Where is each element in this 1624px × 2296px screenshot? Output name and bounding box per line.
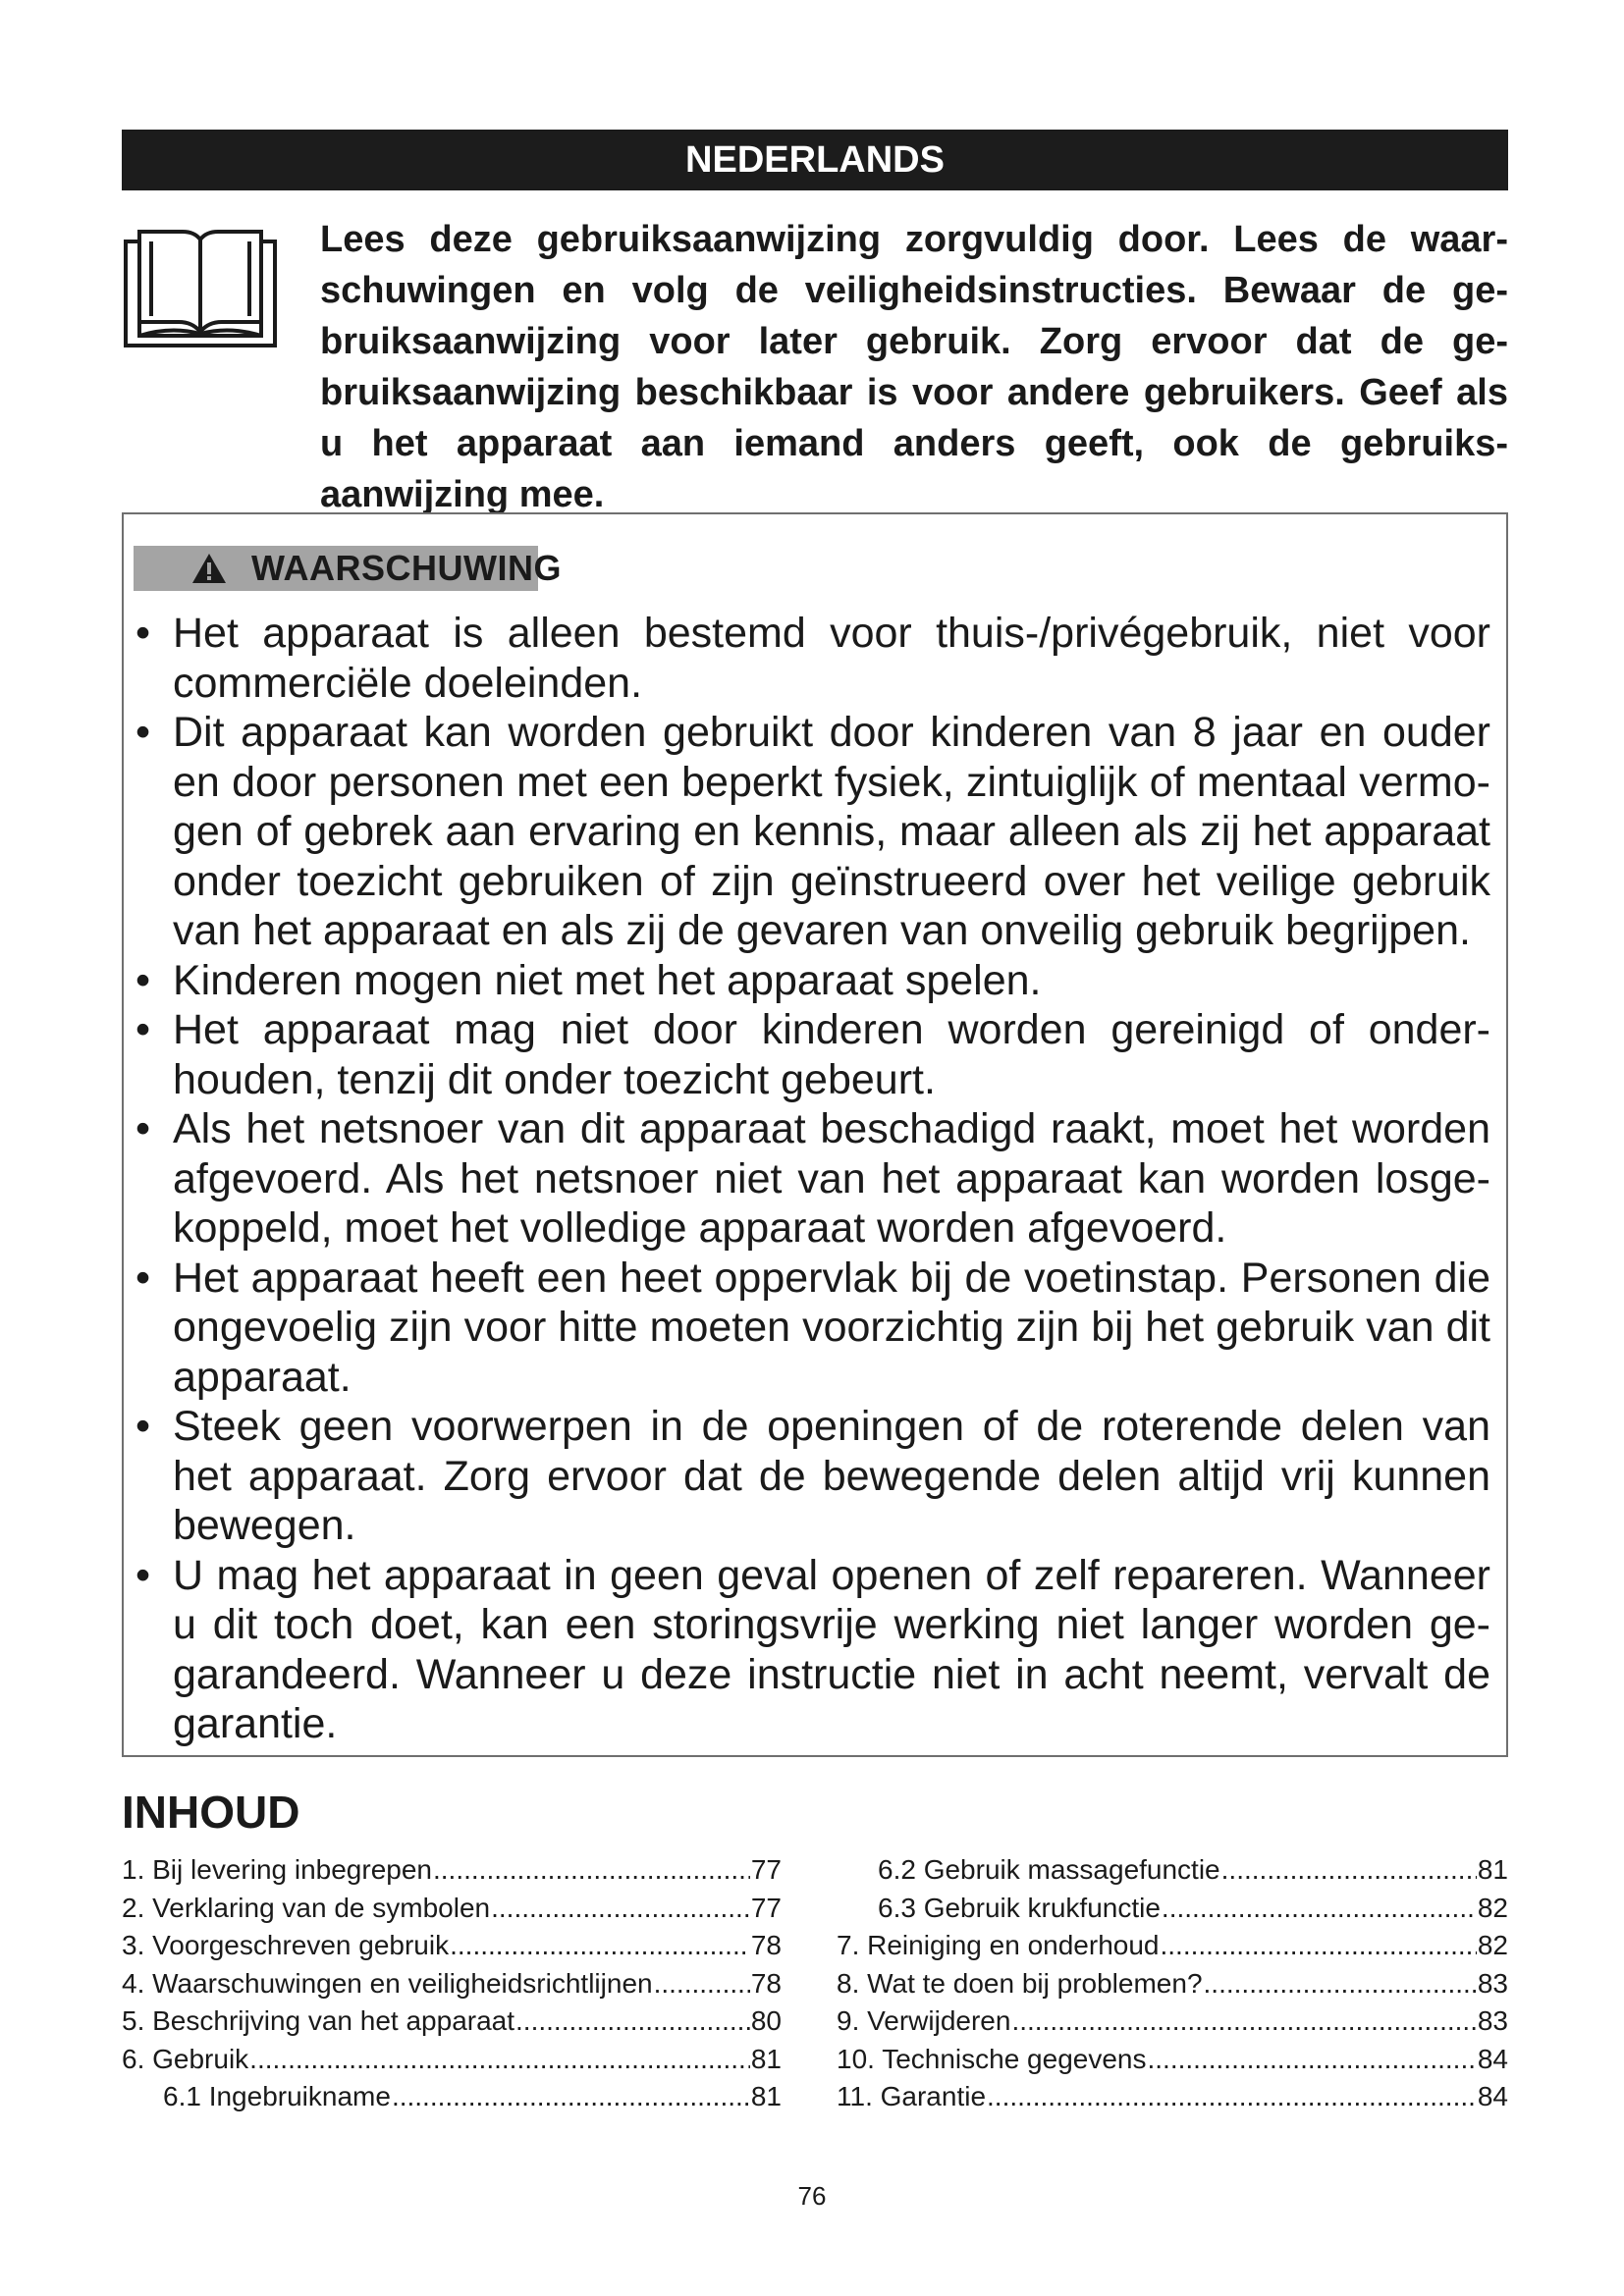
- toc-entry[interactable]: [837, 1927, 1508, 1965]
- toc-leader: [450, 1927, 750, 1965]
- warning-item: • Het apparaat heeft een heet oppervlak bij de voetinstap. Personen die ongevoelig zijn voor hitte moeten voorzichtig zijn bij het gebruik van dit apparaat.: [124, 1254, 1502, 1403]
- warning-item: • Kinderen mogen niet met het apparaat spelen.: [124, 956, 1502, 1006]
- toc-leader: [491, 1890, 750, 1928]
- toc-entry-label: 6.2 Gebruik massagefunctie: [878, 1854, 1220, 1885]
- toc-leader: [433, 1851, 750, 1890]
- toc-right-column: [837, 1851, 1508, 2116]
- toc-entry-page: 83: [1477, 2005, 1508, 2036]
- toc-entry-page: 84: [1477, 2081, 1508, 2111]
- toc-entry-page: 80: [750, 2005, 782, 2036]
- warning-title: WAARSCHUWING: [251, 548, 562, 588]
- toc-entry-label: 5. Beschrijving van het apparaat: [122, 2005, 515, 2036]
- toc-entry-label: 8. Wat te doen bij problemen?: [837, 1967, 1203, 1999]
- toc-entry-label: 11. Garantie: [837, 2081, 987, 2111]
- toc-entry-page: 78: [750, 1967, 782, 1999]
- warning-box: [122, 512, 1508, 1757]
- toc-entry[interactable]: [837, 1890, 1508, 1928]
- toc-entry[interactable]: [122, 1890, 782, 1928]
- toc-entry[interactable]: [837, 1965, 1508, 2003]
- warning-item: • U mag het apparaat in geen geval openen of zelf repareren. Wanneer u dit toch doet, kan een storingsvrije werking niet langer worden ge-garandeerd. Wanneer u deze instructie niet in acht neemt, vervalt de garantie.: [124, 1551, 1502, 1749]
- toc-entry-page: 82: [1477, 1930, 1508, 1960]
- toc-entry-label: 3. Voorgeschreven gebruik: [122, 1930, 450, 1960]
- toc-entry-label: 1. Bij levering inbegrepen: [122, 1854, 432, 1885]
- toc-entry-page: 83: [1477, 1967, 1508, 1999]
- toc-left-column: [122, 1851, 782, 2116]
- toc-entry[interactable]: [122, 1965, 782, 2003]
- warning-item: • Dit apparaat kan worden gebruikt door kinderen van 8 jaar en ouder en door personen met een beperkt fysiek, zintuiglijk of mentaal vermo-gen of gebrek aan ervaring en kennis, maar alleen als zij het apparaat onder toezicht gebruiken of zijn geïnstrueerd over het veilige gebruik van het apparaat en als zij de gevaren van onveilig gebruik begrijpen.: [124, 708, 1502, 956]
- warning-list: [124, 609, 1502, 1749]
- toc-leader: [1011, 2002, 1476, 2041]
- toc-entry-page: 81: [1477, 1854, 1508, 1885]
- toc-entry-page: 77: [750, 1892, 782, 1923]
- toc-leader: [392, 2078, 750, 2116]
- toc-leader: [1221, 1851, 1477, 1890]
- toc-leader: [1162, 1890, 1477, 1928]
- toc-leader: [1148, 2041, 1477, 2079]
- warning-header: [134, 546, 619, 591]
- intro-text: Lees deze gebruiksaanwijzing zorgvuldig door. Lees de waar-schuwingen en volg de veiligheidsinstructies. Bewaar de ge-bruiksaanwijzing voor later gebruik. Zorg ervoor dat de ge-bruiksaanwijzing beschikbaar is voor andere gebruikers. Geef als u het apparaat aan iemand anders geeft, ook de gebruiks-aanwijzing mee.: [320, 219, 1508, 515]
- toc-entry[interactable]: [837, 2002, 1508, 2041]
- toc-entry-label: 6. Gebruik: [122, 2043, 249, 2074]
- toc-entry[interactable]: [122, 2041, 782, 2079]
- toc-entry[interactable]: [122, 1851, 782, 1890]
- toc-entry-label: 9. Verwijderen: [837, 2005, 1011, 2036]
- language-header: [122, 130, 1508, 190]
- language-title: NEDERLANDS: [685, 138, 945, 181]
- warning-item: • Het apparaat mag niet door kinderen worden gereinigd of onder-houden, tenzij dit onder toezicht gebeurt.: [124, 1005, 1502, 1104]
- toc-leader: [987, 2078, 1477, 2116]
- toc-entry-page: 78: [750, 1930, 782, 1960]
- toc-entry-page: 82: [1477, 1892, 1508, 1923]
- toc-entry[interactable]: [837, 2041, 1508, 2079]
- toc-entry[interactable]: [122, 2078, 782, 2116]
- toc-leader: [515, 2002, 750, 2041]
- toc-leader: [249, 2041, 750, 2079]
- page-number: 76: [797, 2181, 827, 2211]
- toc-entry[interactable]: [122, 2002, 782, 2041]
- open-book-icon: [122, 218, 279, 349]
- toc-leader: [1160, 1927, 1476, 1965]
- toc-title: INHOUD: [122, 1787, 300, 1838]
- toc-entry-label: 10. Technische gegevens: [837, 2043, 1147, 2074]
- toc-leader: [654, 1965, 750, 2003]
- warning-item: • Het apparaat is alleen bestemd voor thuis-/privégebruik, niet voor commerciële doeleinden.: [124, 609, 1502, 708]
- toc-entry-label: 4. Waarschuwingen en veiligheidsrichtlijnen: [122, 1967, 653, 1999]
- toc-entry-page: 77: [750, 1854, 782, 1885]
- toc-leader: [1204, 1965, 1477, 2003]
- toc-entry-label: 6.3 Gebruik krukfunctie: [878, 1892, 1161, 1923]
- toc-entry-label: 7. Reiniging en onderhoud: [837, 1930, 1160, 1960]
- toc-entry-page: 81: [750, 2081, 782, 2111]
- warning-triangle-icon: [190, 552, 228, 585]
- toc-entry[interactable]: [837, 1851, 1508, 1890]
- toc-entry[interactable]: [122, 1927, 782, 1965]
- toc-entry-page: 84: [1477, 2043, 1508, 2074]
- warning-item: • Als het netsnoer van dit apparaat beschadigd raakt, moet het worden afgevoerd. Als het netsnoer niet van het apparaat kan worden losge-koppeld, moet het volledige apparaat worden afgevoerd.: [124, 1104, 1502, 1254]
- toc-entry[interactable]: [837, 2078, 1508, 2116]
- toc-entry-label: 6.1 Ingebruikname: [163, 2081, 391, 2111]
- warning-item: • Steek geen voorwerpen in de openingen of de roterende delen van het apparaat. Zorg ervoor dat de bewegende delen altijd vrij kunnen bewegen.: [124, 1402, 1502, 1551]
- toc-entry-label: 2. Verklaring van de symbolen: [122, 1892, 491, 1923]
- toc-entry-page: 81: [750, 2043, 782, 2074]
